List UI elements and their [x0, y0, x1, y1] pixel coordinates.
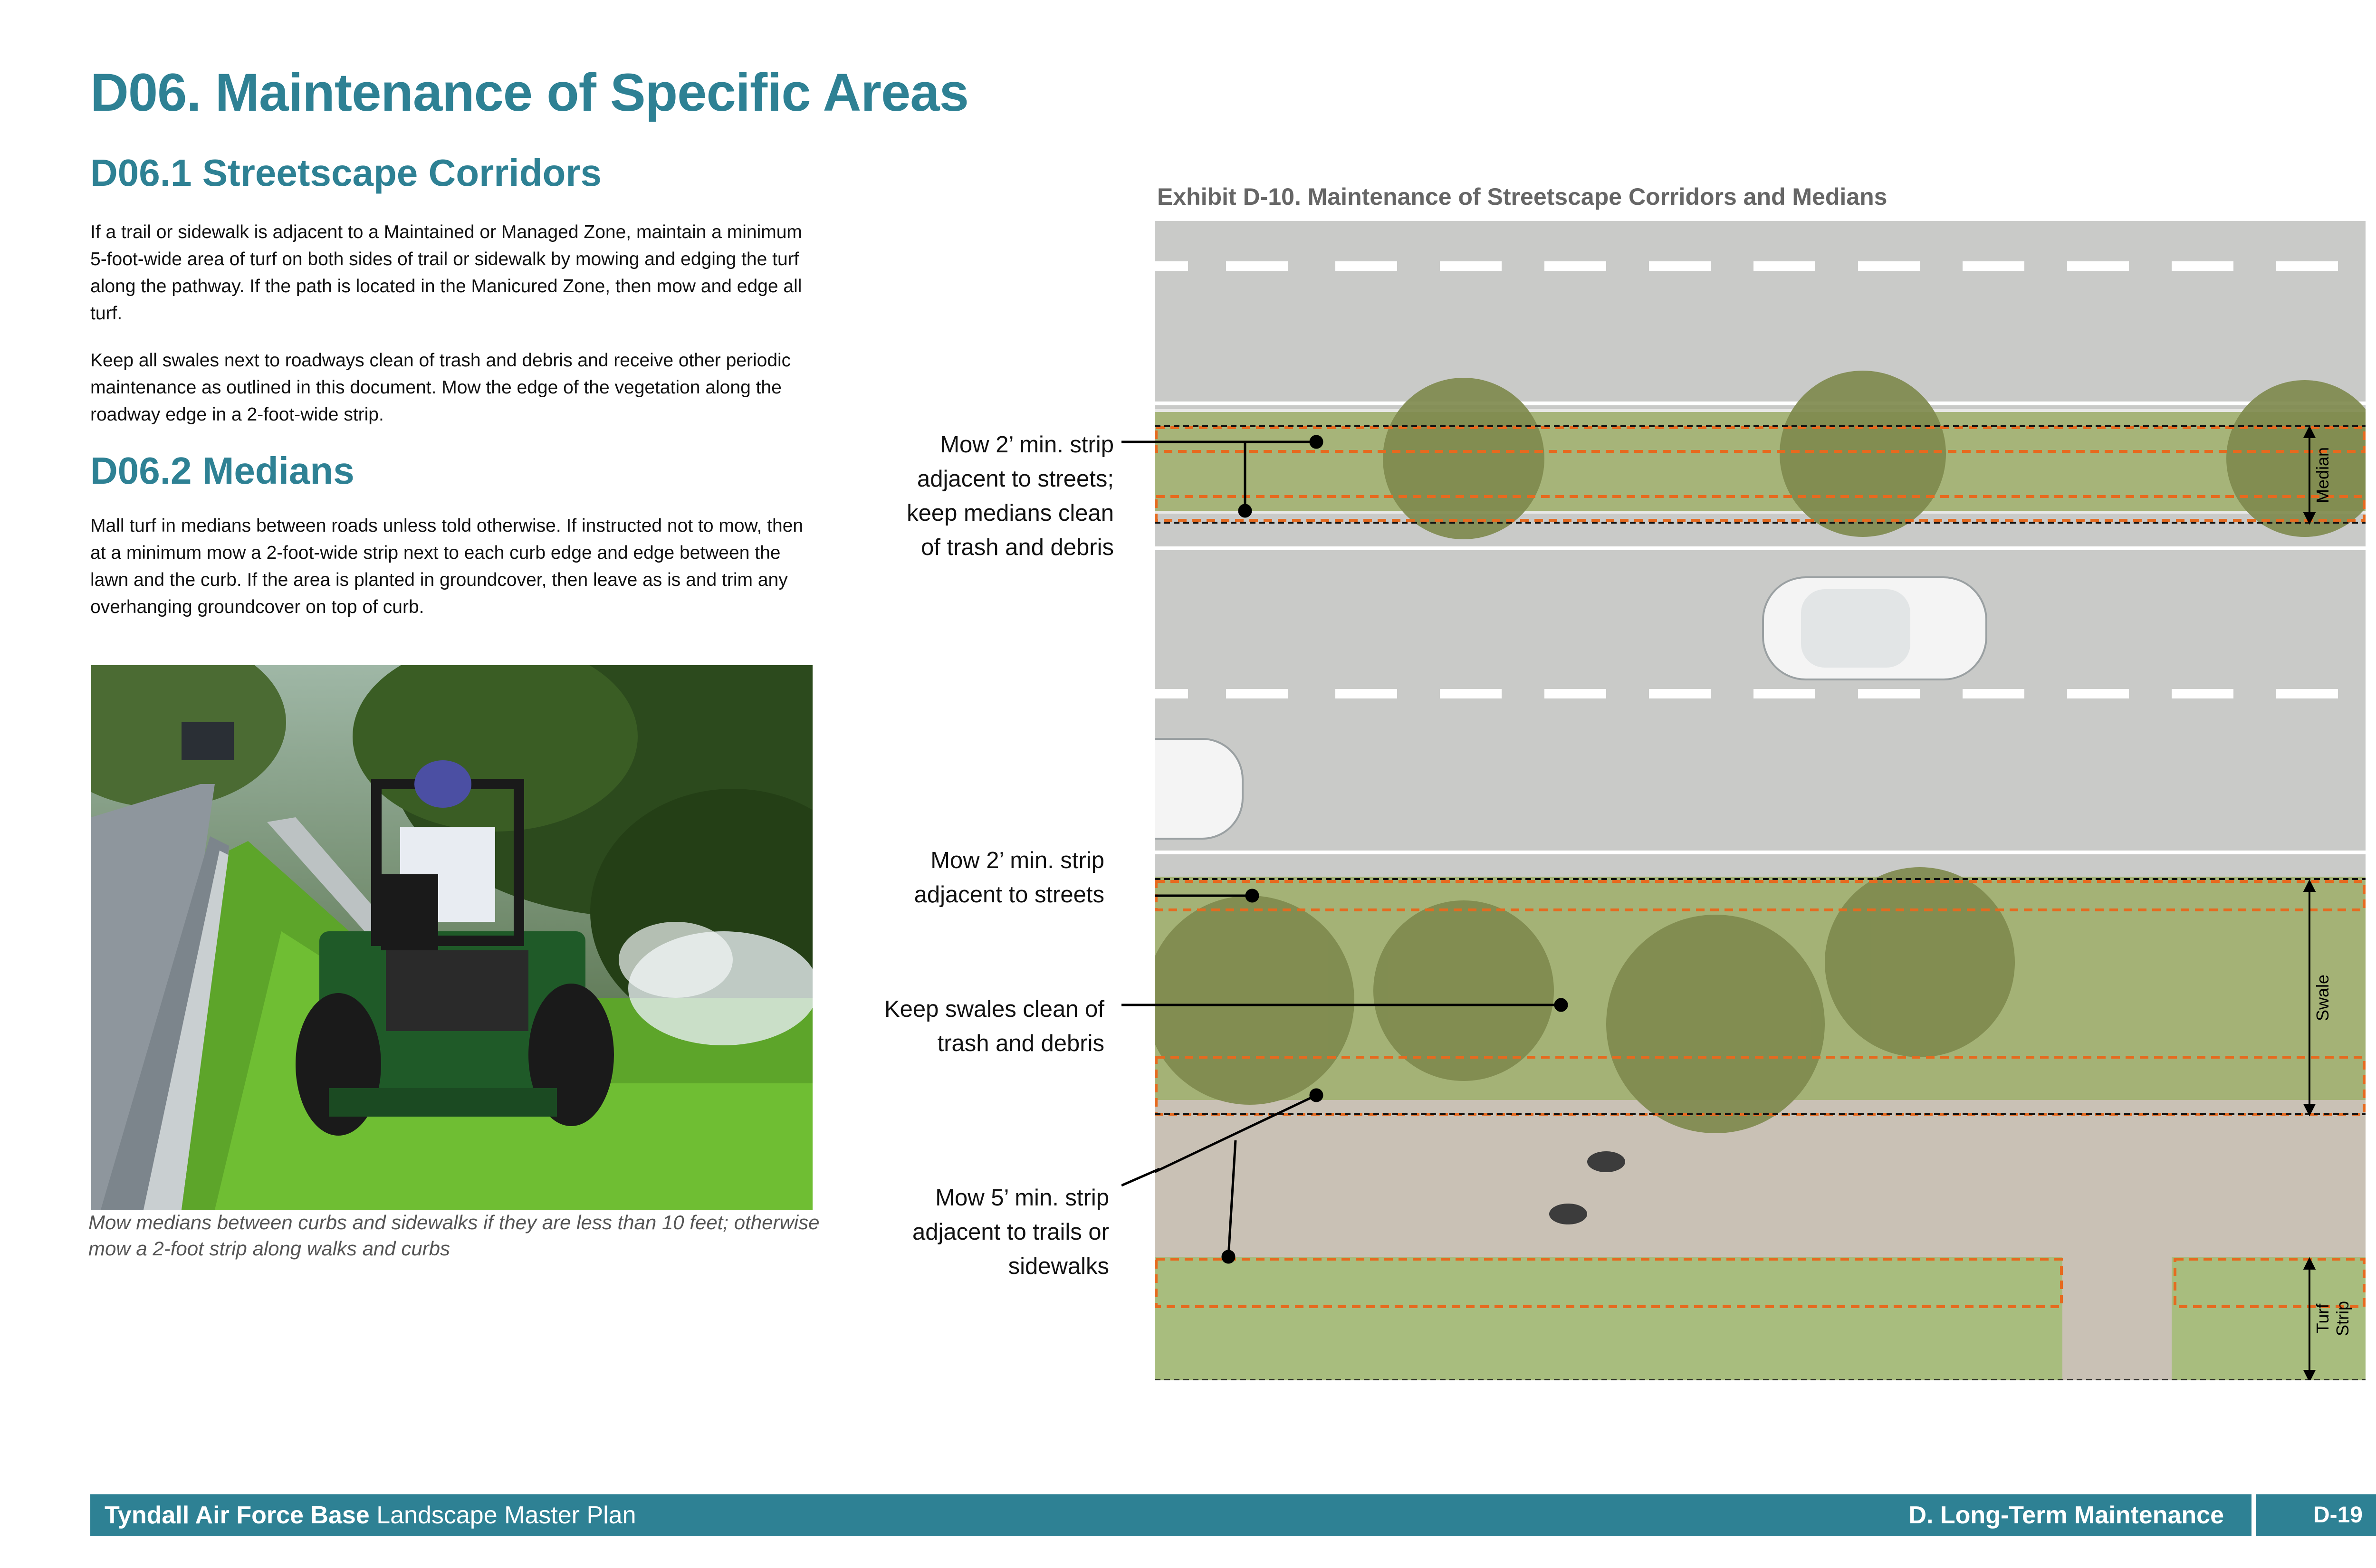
footer-section: D. Long-Term Maintenance: [1908, 1501, 2224, 1529]
medians-paragraph: Mall turf in medians between roads unless told otherwise. If instructed not to mow, then at a minimum mow a 2-foot-wide strip next to each curb edge and edge between the lawn and the curb. If the area is planted in groundcover, then leave as is and trim any overhanging groundcover on top of curb.: [90, 516, 804, 617]
photo-caption: Mow medians between curbs and sidewalks if they are less than 10 feet; otherwise mow a 2-foot strip along walks and curbs: [88, 1211, 820, 1260]
turf-label: Turf: [2313, 1303, 2332, 1334]
callout-swale-clean: Keep swales clean of trash and debris: [884, 996, 1104, 1056]
footer-title: [105, 1494, 636, 1536]
callout-median-strip: Mow 2’ min. strip adjacent to streets; keep medians clean of trash and debris: [907, 432, 1114, 560]
swale-label: Swale: [2313, 974, 2332, 1022]
car-top: [1763, 577, 1986, 679]
footer-separator: [2251, 1494, 2256, 1536]
exhibit-title: Exhibit D-10. Maintenance of Streetscape Corridors and Medians: [1157, 183, 1887, 210]
streetscape-paragraph-1: If a trail or sidewalk is adjacent to a Maintained or Managed Zone, maintain a minimum 5-foot-wide area of turf on both sides of trail or sidewalk by mowing and edging the turf along the pathway. If the path is located in the Manicured Zone, then mow and edge all turf.: [90, 222, 802, 324]
streetscape-diagram: [1155, 221, 2366, 1380]
turf-strip: [1155, 1257, 2366, 1380]
callout-street-strip: Mow 2’ min. strip adjacent to streets: [914, 848, 1104, 908]
mower-photo-illustration: [91, 665, 813, 1210]
footer-bar: [90, 1494, 2376, 1536]
streetscape-paragraph-2: Keep all swales next to roadways clean of trash and debris and receive other periodic maintenance as outlined in this document. Mow the edge of the vegetation along the roadway edge in a 2-foot-wide strip.: [90, 350, 791, 425]
leader-extensions: [1121, 428, 1159, 1188]
callout-sidewalk-strip: Mow 5’ min. strip adjacent to trails or sidewalks: [912, 1185, 1109, 1279]
streetscape-diagram-svg: [1155, 221, 2366, 1380]
footer-org: Tyndall Air Force Base: [105, 1501, 370, 1529]
median-label: Median: [2313, 447, 2332, 504]
car-left: [1155, 739, 1243, 839]
footer-doc: Landscape Master Plan: [376, 1501, 636, 1529]
page-title: D06. Maintenance of Specific Areas: [90, 63, 968, 122]
page-number: D-19: [2313, 1502, 2363, 1528]
mower-photo: [91, 665, 813, 1210]
section-heading-streetscape: D06.1 Streetscape Corridors: [90, 152, 602, 194]
section-heading-medians: D06.2 Medians: [90, 449, 354, 492]
strip-label: Strip: [2333, 1300, 2352, 1337]
